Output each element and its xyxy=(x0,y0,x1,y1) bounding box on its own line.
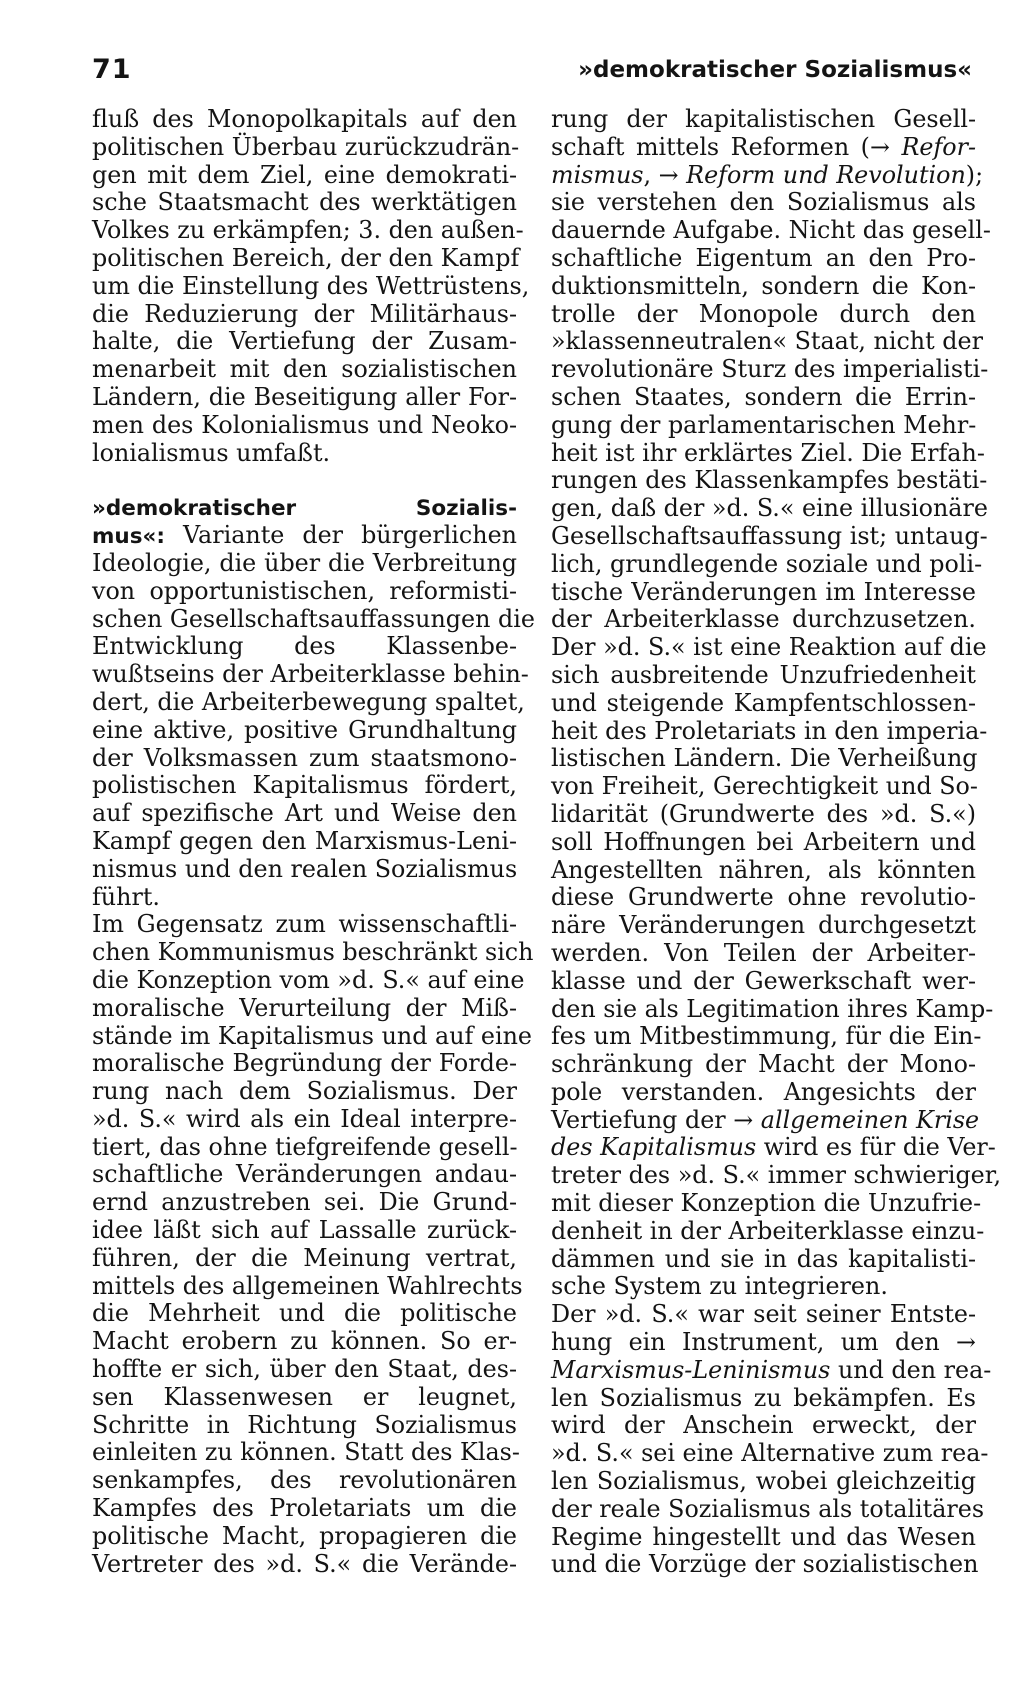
text-line: sich ausbreitende Unzufriedenheit xyxy=(551,660,976,689)
text-line: mismus, → Reform und Revolution); xyxy=(551,160,984,189)
text-line: Macht erobern zu können. So er- xyxy=(92,1327,517,1356)
text-line: Schritte in Richtung Sozialismus xyxy=(92,1410,517,1439)
entry-headword: »demokratischer Sozialis- xyxy=(92,496,517,522)
text-line: politische Macht, propagieren die xyxy=(92,1521,517,1550)
text-line: schränkung der Macht der Mono- xyxy=(551,1050,976,1079)
text-line: Vertiefung der → allgemeinen Krise xyxy=(551,1105,980,1134)
text-line: rung nach dem Sozialismus. Der xyxy=(92,1077,517,1106)
text-line: werden. Von Teilen der Arbeiter- xyxy=(551,938,976,967)
text-line: von Freiheit, Gerechtigkeit und So- xyxy=(551,772,978,801)
text-line: mittels des allgemeinen Wahlrechts xyxy=(92,1271,523,1300)
text-line: lonialismus umfaßt. xyxy=(92,438,331,467)
text-line: tische Veränderungen im Interesse xyxy=(551,577,976,606)
text-line: dauernde Aufgabe. Nicht das gesell- xyxy=(551,216,991,245)
text-line: Volkes zu erkämpfen; 3. den außen- xyxy=(92,216,524,245)
text-line: halte, die Vertiefung der Zusam- xyxy=(92,327,517,356)
text-line: lidarität (Grundwerte des »d. S.«) xyxy=(551,799,976,828)
text-line: heit ist ihr erklärtes Ziel. Die Erfah- xyxy=(551,438,985,467)
text-line: revolutionäre Sturz des imperialisti- xyxy=(551,355,989,384)
text-line: schaft mittels Reformen (→ Refor- xyxy=(551,132,976,161)
text-line: schaftliche Veränderungen andau- xyxy=(92,1160,517,1189)
text-line: auf spezifische Art und Weise den xyxy=(92,799,517,828)
text-line: der reale Sozialismus als totalitäres xyxy=(551,1494,985,1523)
text-line: Im Gegensatz zum wissenschaftli- xyxy=(92,910,517,939)
text-line: die Mehrheit und die politische xyxy=(92,1299,517,1328)
text-line: soll Hoffnungen bei Arbeitern und xyxy=(551,827,976,856)
text-line: dert, die Arbeiterbewegung spaltet, xyxy=(92,687,525,716)
text-line: rung der kapitalistischen Gesell- xyxy=(551,105,976,133)
text-line: sche System zu integrieren. xyxy=(551,1272,888,1301)
text-line: dämmen und sie in das kapitalisti- xyxy=(551,1244,976,1273)
text-line: klasse und der Gewerkschaft wer- xyxy=(551,966,976,995)
cross-reference-term: mismus xyxy=(551,160,644,189)
text-line: schaftliche Eigentum an den Pro- xyxy=(551,243,976,272)
text-line: len Sozialismus zu bekämpfen. Es xyxy=(551,1383,976,1412)
cross-reference-term: Refor- xyxy=(901,132,976,161)
text-line: trolle der Monopole durch den xyxy=(551,299,976,328)
text-line: näre Veränderungen durchgesetzt xyxy=(551,911,976,940)
cross-reference-arrow: → xyxy=(956,1328,976,1357)
text-line: polistischen Kapitalismus fördert, xyxy=(92,771,517,800)
text-line: rungen des Klassenkampfes bestäti- xyxy=(551,466,988,495)
text-line: Entwicklung des Klassenbe- xyxy=(92,632,517,661)
text-line: Der »d. S.« war seit seiner Entste- xyxy=(551,1300,976,1329)
text-line: die Reduzierung der Militärhaus- xyxy=(92,299,517,328)
entry-headword-end: mus«: xyxy=(92,524,165,550)
text-line: fluß des Monopolkapitals auf den xyxy=(92,105,517,133)
text-line: der Arbeiterklasse durchzusetzen. xyxy=(551,605,976,634)
running-head: »demokratischer Sozialismus« xyxy=(578,57,972,83)
paragraph xyxy=(551,1383,989,1580)
text-line: die Konzeption vom »d. S.« auf eine xyxy=(92,965,525,994)
paragraph xyxy=(551,188,994,1106)
text-line: tiert, das ohne tiefgreifende gesell- xyxy=(92,1132,518,1161)
right-column xyxy=(551,105,1002,1579)
text-line: lich, grundlegende soziale und poli- xyxy=(551,549,983,578)
text-line: hung ein Instrument, um den → xyxy=(551,1328,976,1357)
text-line: Ideologie, die über die Verbreitung xyxy=(92,548,517,577)
text-line: denheit in der Arbeiterklasse einzu- xyxy=(551,1216,985,1245)
cross-reference-term: Marxismus-Leninismus xyxy=(551,1355,831,1384)
cross-reference-arrow: → xyxy=(869,132,890,161)
text-line: von opportunistischen, reformisti- xyxy=(92,576,517,605)
text-line: Marxismus-Leninismus und den rea- xyxy=(551,1355,992,1384)
text-line: nismus und den realen Sozialismus xyxy=(92,854,518,883)
text-line: diese Grundwerte ohne revolutio- xyxy=(551,883,976,912)
text-line: chen Kommunismus beschränkt sich xyxy=(92,938,534,967)
text-line: heit des Proletariats in den imperia- xyxy=(551,716,988,745)
text-line: schen Staates, sondern die Errin- xyxy=(551,382,976,411)
entry-definition-start: Variante der bürgerlichen xyxy=(183,521,517,550)
entry-definition xyxy=(92,548,535,911)
text-line xyxy=(92,522,517,550)
text-line: moralische Verurteilung der Miß- xyxy=(92,993,517,1022)
text-line: des Kapitalismus wird es für die Ver- xyxy=(551,1133,996,1162)
text-line: Kampf gegen den Marxismus-Leni- xyxy=(92,826,517,855)
text-line: wird der Anschein erweckt, der xyxy=(551,1411,976,1440)
text-line: sie verstehen den Sozialismus als xyxy=(551,188,976,217)
text-line: mit dieser Konzeption die Unzufrie- xyxy=(551,1189,982,1218)
text-line: führt. xyxy=(92,882,160,911)
text-line: politischen Überbau zurückzudrän- xyxy=(92,132,520,161)
text-line: senkampfes, des revolutionären xyxy=(92,1466,517,1495)
text-line: gung der parlamentarischen Mehr- xyxy=(551,410,977,439)
cross-reference-term: allgemeinen Krise xyxy=(760,1105,980,1134)
text-line: menarbeit mit den sozialistischen xyxy=(92,355,517,384)
text-line: duktionsmitteln, sondern die Kon- xyxy=(551,271,976,300)
text-line: »klassenneutralen« Staat, nicht der xyxy=(551,327,983,356)
text-line: wußtseins der Arbeiterklasse behin- xyxy=(92,660,529,689)
text-line: ernd anzustreben sei. Die Grund- xyxy=(92,1188,517,1217)
paragraph xyxy=(92,910,534,1578)
text-line: pole verstanden. Angesichts der xyxy=(551,1077,976,1106)
text-line: len Sozialismus, wobei gleichzeitig xyxy=(551,1467,976,1496)
text-line: listischen Ländern. Die Verheißung xyxy=(551,744,978,773)
text-line: und steigende Kampfentschlossen- xyxy=(551,688,976,717)
text-line: einleiten zu können. Statt des Klas- xyxy=(92,1438,520,1467)
text-line: Gesellschaftsauffassung ist; untaug- xyxy=(551,521,988,550)
text-line: politischen Bereich, der den Kampf xyxy=(92,243,520,272)
text-line: stände im Kapitalismus und auf eine xyxy=(92,1021,533,1050)
text-line: moralische Begründung der Forde- xyxy=(92,1049,517,1078)
text-line: und die Vorzüge der sozialistischen xyxy=(551,1550,979,1579)
text-line: um die Einstellung des Wettrüstens, xyxy=(92,271,530,300)
text-line: schen Gesellschaftsauffassungen die xyxy=(92,604,535,633)
text-line: fes um Mitbestimmung, für die Ein- xyxy=(551,1022,982,1051)
text-line: treter des »d. S.« immer schwieriger, xyxy=(551,1161,1002,1190)
text-line: Regime hingestellt und das Wesen xyxy=(551,1522,976,1551)
text-line: men des Kolonialismus und Neoko- xyxy=(92,410,517,439)
text-line: Vertreter des »d. S.« die Verände- xyxy=(92,1549,517,1578)
text-line: gen, daß der »d. S.« eine illusionäre xyxy=(551,494,988,523)
text-line: den sie als Legitimation ihres Kamp- xyxy=(551,994,994,1023)
text-line: der Volksmassen zum staatsmono- xyxy=(92,743,517,772)
text-line: idee läßt sich auf Lassalle zurück- xyxy=(92,1216,517,1245)
cross-reference-arrow: → xyxy=(733,1105,754,1134)
cross-reference-term: des Kapitalismus xyxy=(551,1133,757,1162)
text-line: gen mit dem Ziel, eine demokrati- xyxy=(92,160,517,189)
text-line: Ländern, die Beseitigung aller For- xyxy=(92,382,517,411)
left-column xyxy=(92,105,535,1578)
text-line: führen, der die Meinung vertrat, xyxy=(92,1243,517,1272)
text-line: hoffte er sich, über den Staat, des- xyxy=(92,1355,517,1384)
text-line: sen Klassenwesen er leugnet, xyxy=(92,1382,517,1411)
text-line xyxy=(92,494,517,522)
page-number: 71 xyxy=(92,54,132,85)
text-line: Der »d. S.« ist eine Reaktion auf die xyxy=(551,633,987,662)
cross-reference-term: Reform und Revolution xyxy=(686,160,966,189)
paragraph xyxy=(551,1161,1002,1301)
paragraph-continuation xyxy=(92,105,530,467)
dictionary-entry xyxy=(92,494,535,911)
text-line: Kampfes des Proletariats um die xyxy=(92,1494,517,1523)
text-line: »d. S.« wird als ein Ideal interpre- xyxy=(92,1104,517,1133)
text-line: »d. S.« sei eine Alternative zum rea- xyxy=(551,1439,989,1468)
text-line: Angestellten nähren, als könnten xyxy=(551,855,976,884)
text-line: eine aktive, positive Grundhaltung xyxy=(92,715,517,744)
text-line: sche Staatsmacht des werktätigen xyxy=(92,188,517,217)
cross-reference-arrow: → xyxy=(658,160,679,189)
